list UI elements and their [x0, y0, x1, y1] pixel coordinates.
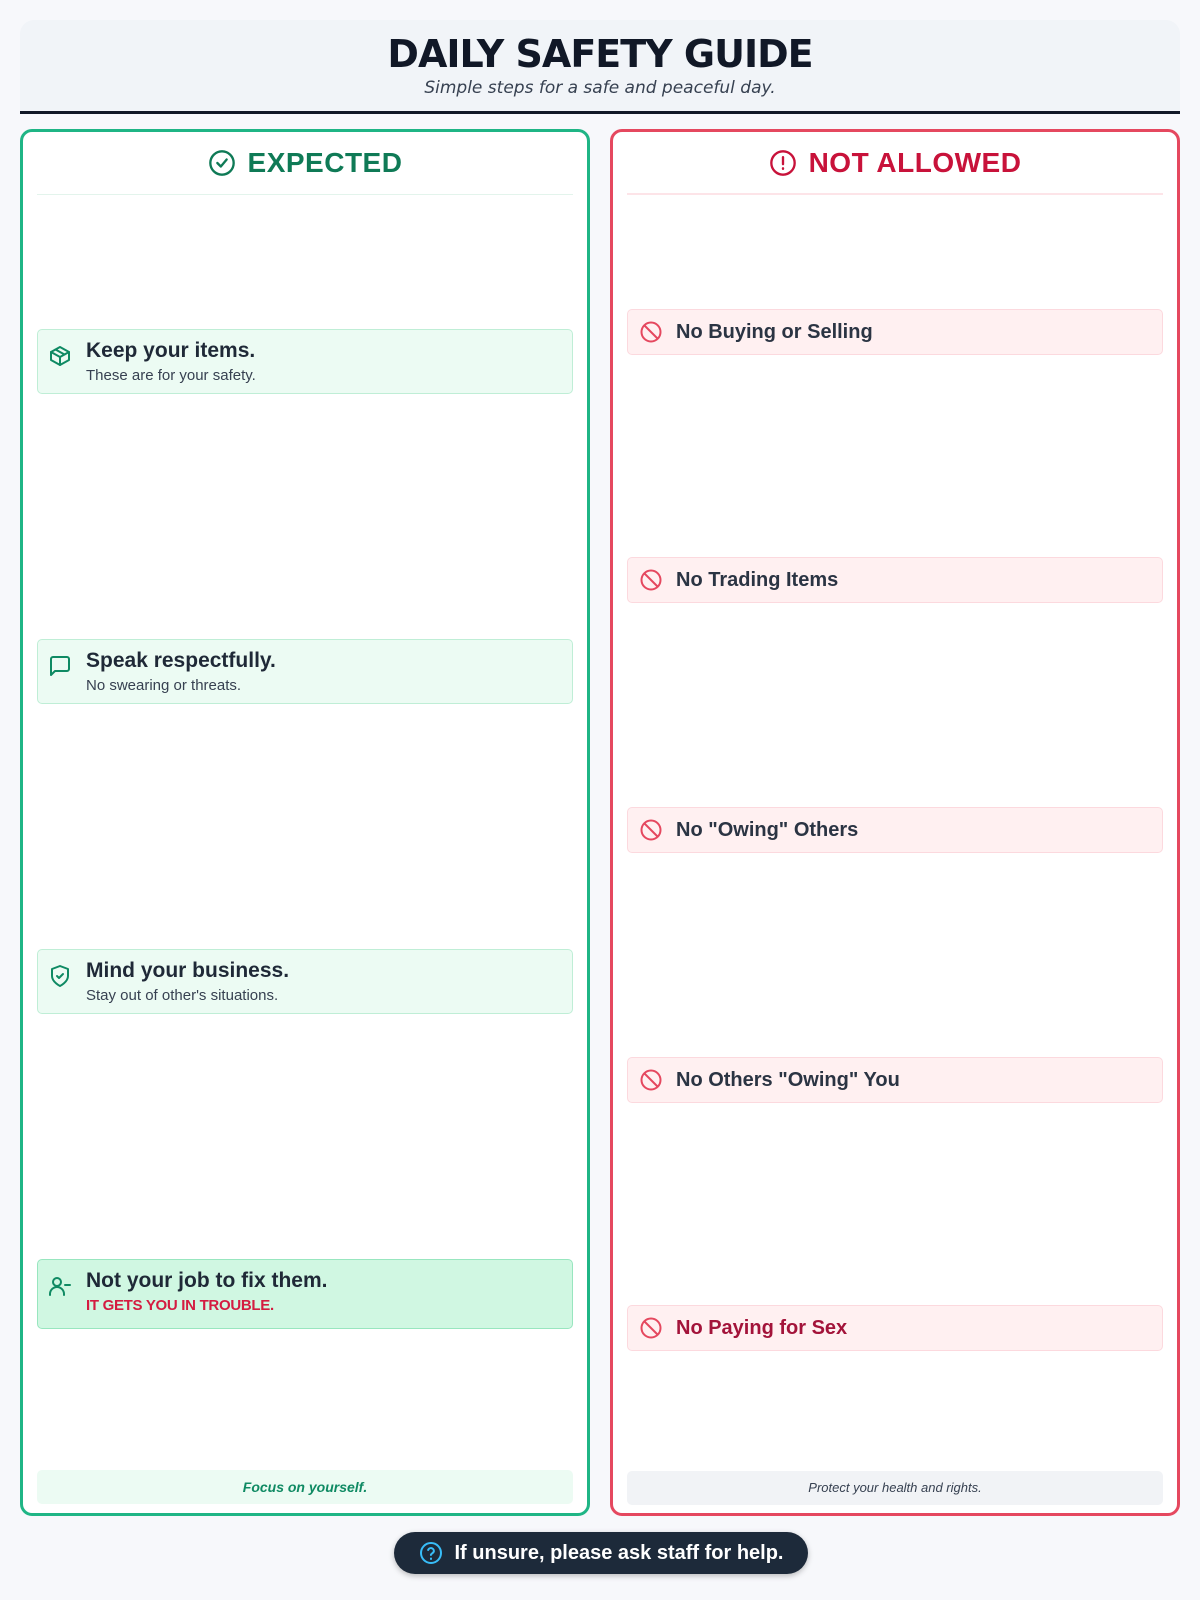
expected-item-subtitle: No swearing or threats.: [86, 677, 242, 694]
alert-circle-icon: [769, 149, 797, 177]
help-text: If unsure, please ask staff for help.: [454, 1541, 784, 1564]
not-allowed-item: [627, 1305, 1163, 1351]
expected-item: [37, 329, 573, 394]
expected-item-warning: IT GETS YOU IN TROUBLE.: [86, 1297, 274, 1314]
expected-item-title: Not your job to fix them.: [86, 1269, 328, 1292]
ban-icon: [639, 1068, 663, 1092]
not-allowed-footer-note: Protect your health and rights.: [627, 1471, 1163, 1505]
not-allowed-heading: [627, 132, 1163, 195]
expected-item: [37, 1259, 573, 1329]
ban-icon: [639, 1316, 663, 1340]
ban-icon: [639, 818, 663, 842]
shield-check-icon: [48, 964, 72, 988]
not-allowed-item-label: No Trading Items: [676, 569, 839, 591]
expected-heading-label: EXPECTED: [247, 147, 403, 178]
not-allowed-item: [627, 557, 1163, 603]
expected-item: [37, 949, 573, 1014]
expected-item-title: Mind your business.: [86, 959, 290, 982]
expected-item: [37, 639, 573, 704]
not-allowed-heading-label: NOT ALLOWED: [808, 146, 1022, 178]
check-circle-icon: [208, 149, 236, 177]
not-allowed-item: [627, 309, 1163, 355]
help-banner: [394, 1532, 808, 1574]
not-allowed-item-label: No "Owing" Others: [676, 819, 859, 841]
package-icon: [48, 344, 72, 368]
help-circle-icon: [419, 1541, 443, 1565]
expected-footer-note: Focus on yourself.: [37, 1470, 573, 1504]
page-subtitle: Simple steps for a safe and peaceful day.: [424, 78, 776, 98]
not-allowed-item: [627, 1057, 1163, 1103]
not-allowed-item-label: No Others "Owing" You: [676, 1069, 900, 1091]
not-allowed-column: [610, 129, 1180, 1516]
user-minus-icon: [48, 1274, 72, 1298]
expected-heading: [37, 132, 573, 195]
expected-item-subtitle: Stay out of other's situations.: [86, 987, 279, 1004]
expected-item-title: Speak respectfully.: [86, 649, 276, 672]
expected-column: [20, 129, 590, 1516]
ban-icon: [639, 320, 663, 344]
expected-item-subtitle: These are for your safety.: [86, 367, 256, 384]
header: [20, 20, 1180, 114]
page-title: DAILY SAFETY GUIDE: [387, 32, 813, 76]
not-allowed-item-label: No Paying for Sex: [676, 1317, 848, 1339]
expected-item-title: Keep your items.: [86, 339, 256, 362]
ban-icon: [639, 568, 663, 592]
message-square-icon: [48, 654, 72, 678]
not-allowed-item: [627, 807, 1163, 853]
not-allowed-item-label: No Buying or Selling: [676, 321, 873, 343]
